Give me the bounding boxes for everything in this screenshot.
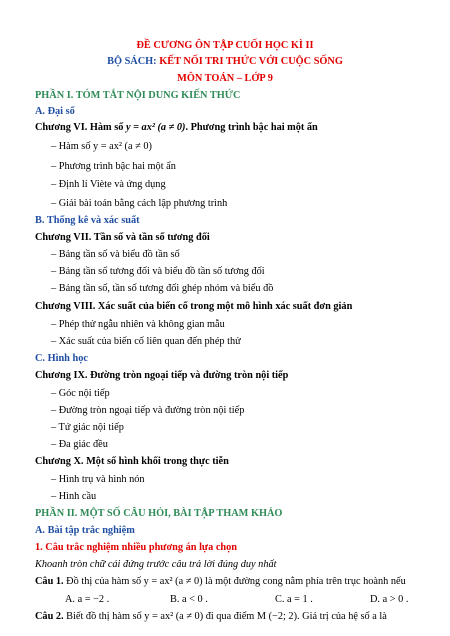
list-item: – Giải bài toán bằng cách lập phương trình — [51, 197, 228, 209]
chapter-10-title: Chương X. Một số hình khối trong thực tiễn — [35, 456, 229, 468]
question-label: Câu 2. — [35, 611, 64, 622]
question-1 — [35, 575, 406, 588]
list-item: – Định lí Viète và ứng dụng — [51, 179, 166, 191]
option-b: B. a < 0 . — [170, 593, 208, 605]
option-c: C. a = 1 . — [275, 593, 313, 605]
list-item: – Bảng tần số và biểu đồ tần số — [51, 249, 180, 260]
question-text: Đồ thị của hàm số y = ax² (a ≠ 0) là một đường cong nằm phía trên trục hoành nếu — [63, 575, 406, 587]
chapter-8-title: Chương VIII. Xác suất của biến cố trong một mô hình xác suất đơn giản — [35, 300, 353, 312]
part1-heading: PHẦN I. TÓM TẮT NỘI DUNG KIẾN THỨC — [35, 89, 241, 101]
list-item: – Phương trình bậc hai một ẩn — [51, 161, 176, 173]
list-item: – Tứ giác nội tiếp — [51, 421, 124, 433]
chapter-6-prefix: Chương VI. Hàm số — [35, 122, 124, 134]
part2-heading: PHẦN II. MỘT SỐ CÂU HỎI, BÀI TẬP THAM KHẢO — [35, 507, 283, 519]
chapter-6-title — [35, 121, 318, 134]
list-item: – Hình trụ và hình nón — [51, 473, 145, 485]
list-item: – Đa giác đều — [51, 439, 108, 451]
question-label: Câu 1. — [35, 575, 64, 587]
list-item: – Bảng tần số, tần số tương đối ghép nhóm và biểu đồ — [51, 283, 274, 295]
part2-subsection-1: 1. Câu trắc nghiệm nhiều phương án lựa chọn — [35, 542, 238, 554]
book-line — [0, 55, 450, 68]
chapter-6-formula: y = ax² (a ≠ 0) — [125, 122, 186, 134]
subject-line: MÔN TOÁN – LỚP 9 — [177, 72, 273, 84]
chapter-6-suffix: . Phương trình bậc hai một ẩn — [185, 122, 318, 134]
book-name: KẾT NỐI TRI THỨC VỚI CUỘC SỐNG — [159, 56, 343, 68]
list-item: – Đường tròn ngoại tiếp và đường tròn nội tiếp — [51, 404, 245, 416]
option-d: D. a > 0 . — [370, 593, 409, 605]
section-a-heading: A. Đại số — [35, 106, 75, 118]
instruction-text: Khoanh tròn chữ cái đứng trước câu trả lời đúng duy nhất — [35, 558, 277, 570]
book-label: BỘ SÁCH: — [107, 56, 160, 68]
section-c-heading: C. Hình học — [35, 353, 88, 365]
option-a: A. a = −2 . — [65, 593, 110, 605]
chapter-9-title: Chương IX. Đường tròn ngoại tiếp và đường tròn nội tiếp — [35, 370, 289, 382]
list-item: – Xác suất của biến cố liên quan đến phép thử — [51, 335, 241, 347]
section-b-heading: B. Thống kê và xác suất — [35, 214, 140, 226]
question-2 — [35, 610, 387, 623]
chapter-7-title: Chương VII. Tần số và tần số tương đối — [35, 231, 210, 243]
list-item: – Bảng tần số tương đối và biểu đồ tần số tương đối — [51, 266, 265, 278]
list-item: – Hình cầu — [51, 490, 97, 502]
part2-section-a: A. Bài tập trắc nghiệm — [35, 525, 135, 536]
list-item: – Góc nội tiếp — [51, 387, 110, 399]
list-item: – Phép thử ngẫu nhiên và không gian mẫu — [51, 318, 225, 330]
question-text: Biết đồ thị hàm số y = ax² (a ≠ 0) đi qua điểm M (−2; 2). Giá trị của hệ số a là — [63, 611, 387, 622]
doc-title: ĐỀ CƯƠNG ÔN TẬP CUỐI HỌC KÌ II — [136, 40, 314, 51]
list-item: – Hàm số y = ax² (a ≠ 0) — [51, 141, 152, 153]
